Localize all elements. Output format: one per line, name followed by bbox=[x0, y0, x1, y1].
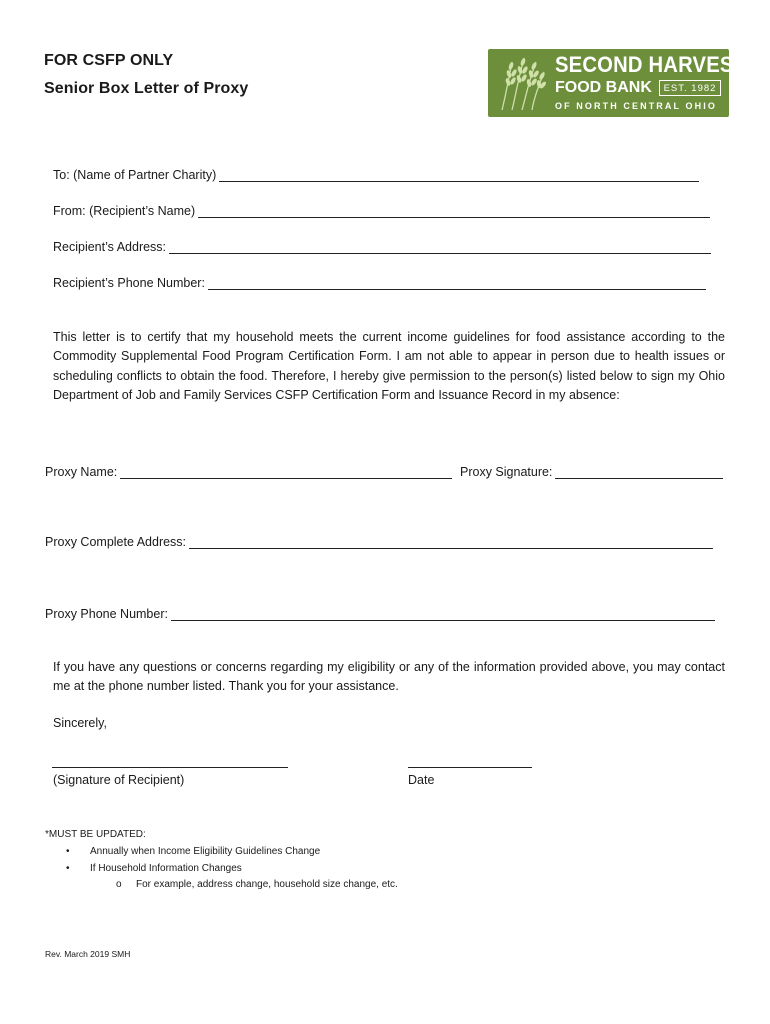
proxy-name-label: Proxy Name: bbox=[45, 465, 118, 479]
recipient-name-label: From: (Recipient’s Name) bbox=[53, 204, 196, 218]
sub-bullet-marker: o bbox=[116, 879, 122, 890]
notes-heading: *MUST BE UPDATED: bbox=[45, 829, 146, 840]
logo-name-line2: FOOD BANK bbox=[555, 79, 652, 96]
revision-footer: Rev. March 2019 SMH bbox=[45, 949, 131, 959]
proxy-name-field bbox=[45, 465, 452, 479]
recipient-address-field bbox=[53, 240, 711, 254]
partner-charity-field bbox=[53, 168, 699, 182]
list-item bbox=[66, 861, 398, 878]
page-title: Senior Box Letter of Proxy bbox=[44, 80, 249, 97]
certification-paragraph: This letter is to certify that my household meets the current income guidelines for food assistance according to the Commodity Supplemental Food Program Certification Form. I am not able to appear in person due to health issues or scheduling conflicts to obtain the food. Therefore, I hereby give permission to the person(s) listed below to sign my Ohio Department of Job and Family Services CSFP Certification Form and Issuance Record in my absence: bbox=[53, 330, 725, 402]
recipient-phone-input-line[interactable] bbox=[208, 277, 706, 290]
partner-charity-label: To: (Name of Partner Charity) bbox=[53, 168, 217, 182]
wheat-icon bbox=[494, 54, 548, 112]
recipient-signature-label: (Signature of Recipient) bbox=[53, 773, 185, 787]
proxy-address-label: Proxy Complete Address: bbox=[45, 535, 187, 549]
proxy-signature-field bbox=[460, 465, 723, 479]
bullet-marker: • bbox=[66, 862, 70, 874]
note-sub-bullet: For example, address change, household size change, etc. bbox=[136, 879, 398, 890]
bullet-marker: • bbox=[66, 846, 70, 857]
proxy-phone-label: Proxy Phone Number: bbox=[45, 607, 168, 621]
date-line[interactable] bbox=[408, 767, 532, 768]
date-label: Date bbox=[408, 773, 435, 787]
proxy-address-field bbox=[45, 535, 713, 549]
questions-paragraph: If you have any questions or concerns regarding my eligibility or any of the information provided above, you may contact me at the phone number listed. Thank you for your assistance. bbox=[53, 660, 725, 694]
partner-charity-input-line[interactable] bbox=[219, 169, 699, 182]
proxy-phone-input-line[interactable] bbox=[171, 608, 715, 621]
proxy-phone-field bbox=[45, 607, 715, 621]
logo-region-line: OF NORTH CENTRAL OHIO bbox=[555, 101, 717, 111]
recipient-phone-label: Recipient’s Phone Number: bbox=[53, 276, 205, 290]
recipient-address-label: Recipient’s Address: bbox=[53, 240, 167, 254]
recipient-signature-line[interactable] bbox=[52, 767, 288, 768]
organization-logo bbox=[488, 49, 747, 117]
note-bullet-1: Annually when Income Eligibility Guidelines Change bbox=[90, 846, 321, 857]
logo-established-badge: EST. 1982 bbox=[659, 80, 721, 96]
recipient-phone-field bbox=[53, 276, 706, 290]
recipient-address-input-line[interactable] bbox=[169, 241, 711, 254]
proxy-signature-input-line[interactable] bbox=[555, 466, 723, 479]
list-item bbox=[66, 844, 398, 861]
proxy-signature-label: Proxy Signature: bbox=[460, 465, 553, 479]
proxy-address-input-line[interactable] bbox=[189, 536, 713, 549]
notes-list bbox=[66, 844, 398, 894]
recipient-name-input-line[interactable] bbox=[198, 205, 710, 218]
closing-salutation: Sincerely, bbox=[53, 716, 107, 730]
recipient-name-field bbox=[53, 204, 710, 218]
form-category-title: FOR CSFP ONLY bbox=[44, 52, 174, 69]
logo-name-line1: SECOND HARVEST bbox=[555, 52, 747, 77]
proxy-name-input-line[interactable] bbox=[120, 466, 452, 479]
note-bullet-2: If Household Information Changes bbox=[90, 862, 242, 874]
list-item bbox=[66, 877, 398, 894]
